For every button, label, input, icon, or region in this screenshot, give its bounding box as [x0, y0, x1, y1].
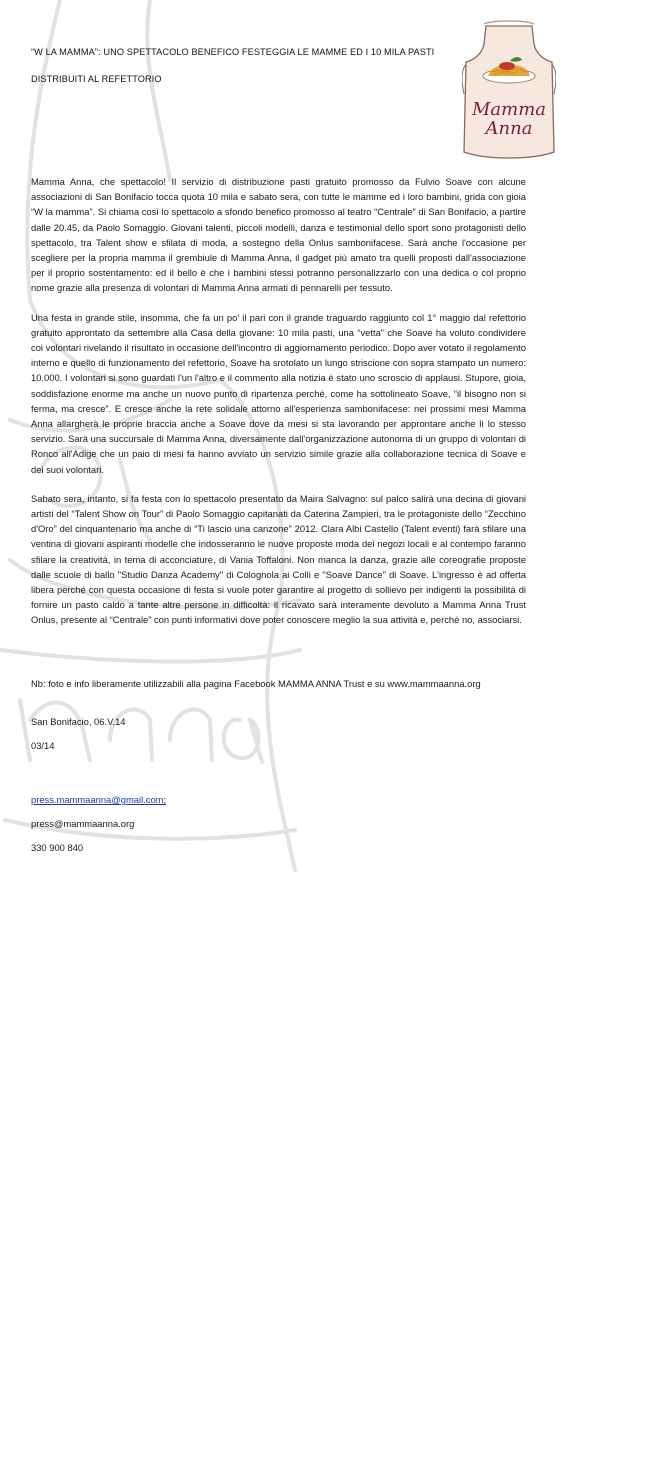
mamma-anna-logo	[462, 20, 556, 162]
headline-line-1: “W LA MAMMA”: UNO SPETTACOLO BENEFICO FESTEGGIA LE MAMME ED I 10 MILA PASTI	[31, 47, 435, 57]
headline-line-2: DISTRIBUITI AL REFETTORIO	[31, 74, 162, 84]
press-email-secondary: press@mammaanna.org	[31, 818, 135, 829]
logo-text-line-2: Anna	[485, 118, 533, 139]
phone-number: 330 900 840	[31, 842, 84, 853]
place-date: San Bonifacio, 06.V.14	[31, 716, 126, 727]
press-email-link-text[interactable]: press.mammaanna@gmail.com	[31, 794, 164, 805]
headline	[31, 46, 451, 86]
apron-logo-icon	[462, 20, 556, 162]
logo-text-line-1: Mamma	[471, 99, 547, 120]
press-email-link[interactable]	[31, 792, 166, 807]
release-number: 03/14	[31, 740, 55, 751]
email-link-suffix: ;	[163, 794, 167, 805]
article-body	[31, 174, 526, 642]
footer-info	[31, 676, 591, 853]
paragraph: Mamma Anna, che spettacolo! Il servizio di distribuzione pasti gratuito promosso da Fulvio Soave con alcune associazioni di San Bonifacio tocca quota 10 mila e sabato sera, con tutte le mamme ed i loro bambini, grida con gioia “W la mamma”. Si chiama così lo spettacolo a sfondo benefico promosso al teatro “Centrale” di San Bonifacio, a partire dalle 20.45, da Paolo Somaggio. Giovani talenti, piccoli modelli, danza e testimonial dello sport sono protagonisti dello spettacolo, tra Talent show e sfilata di moda, a sostegno della Onlus sambonifacese. Sarà anche l'occasione per scegliere per la propria mamma il grembiule di Mamma Anna, il gadget più amato tra quelli proposti dall'associazione per il proprio sostentamento: ed il bello è che i bambini stessi potranno personalizzarlo con una dedica o col proprio nome grazie alla presenza di volontari di Mamma Anna armati di pennarelli per tessuto.	[31, 176, 526, 294]
paragraph: Una festa in grande stile, insomma, che fa un po' il pari con il grande traguardo raggiunto col 1° maggio dal refettorio gratuito approntato da settembre alla Casa della giovane: 10 mila pasti, una “vetta” che Soave ha voluto condividere coi volontari rivelando il risultato in occasione dell'incontro di aggiornamento periodico. Dopo aver votato il regolamento interno e quello di funzionamento del refettorio, Soave ha srotolato un lungo striscione con sopra stampato un numero: 10.000. I volontari si sono guardati l'un l'altro e il commento alla notizia è stato uno scroscio di applausi. Stupore, gioia, soddisfazione enorme ma anche un nuovo punto di ripartenza perché, come ha sottolineato Soave, “il bisogno non si ferma, ma cresce”. E cresce anche la rete solidale attorno all'esperienza sambonifacese: nei prossimi mesi Mamma Anna allargherà le proprie braccia anche a Soave dove da mesi si sta lavorando per approntare anche lì lo stesso servizio. Sarà una succursale di Mamma Anna, diversamente dall'organizzazione autonoma di un gruppo di volontari di Ronco all'Adige che un paio di mesi fa hanno avviato un servizio simile grazie alla collaborazione tecnica di Soave e dei suoi volontari.	[31, 311, 526, 475]
nb-note: Nb: foto e info liberamente utilizzabili alla pagina Facebook MAMMA ANNA Trust e su www.mammaanna.org	[31, 678, 481, 689]
paragraph: Sabato sera, intanto, si fa festa con lo spettacolo presentato da Maira Salvagno: sul palco salirà una decina di giovani artisti del “Talent Show on Tour” di Paolo Somaggio capitanati da Caterina Zampieri, tra le protagoniste dello “Zecchino d'Oro” del cinquantenario ma anche di “Ti lascio una canzone” 2012. Clara Albi Castello (Talent eventi) farà sfilare una ventina di giovani aspiranti modelle che indosseranno le nuove proposte moda dei negozi locali e al contempo faranno sfilare la creatività, in tema di acconciature, di Vania Toffaloni. Non manca la danza, grazie alle coreografie proposte dalle scuole di ballo "Studio Danza Academy" di Colognola ai Colli e "Soave Dance" di Soave. L'ingresso è ad offerta libera perché con questa occasione di festa si vuole poter garantire al progetto di sollievo per indigenti la possibilità di fornire un pasto caldo a tante altre persone in difficoltà: il ricavato sarà interamente devoluto a Mamma Anna Trust Onlus, presente al “Centrale” con punti informativi dove poter conoscere meglio la sua attività e, perché no, associarsi.	[31, 492, 526, 626]
